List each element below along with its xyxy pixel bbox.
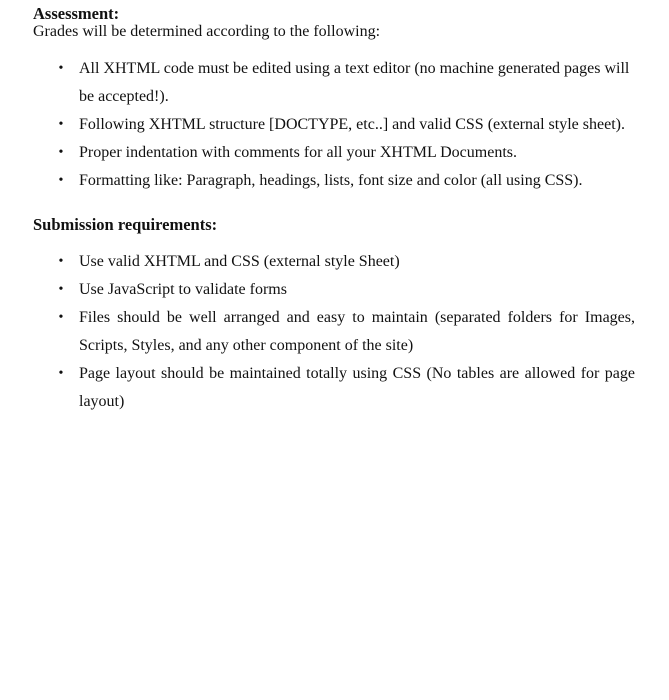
assessment-item [0, 111, 669, 139]
submission-item-text: Page layout should be maintained totally using CSS (No tables are allowed for page layout) [79, 365, 635, 410]
submission-item [0, 304, 669, 360]
submission-item [0, 276, 669, 304]
submission-item-text: Use JavaScript to validate forms [79, 281, 287, 298]
assessment-list [0, 55, 669, 195]
submission-item [0, 360, 669, 416]
bullet-icon: • [58, 366, 64, 381]
assessment-item [0, 167, 669, 195]
assessment-item [0, 55, 669, 111]
bullet-icon: • [58, 173, 64, 188]
bullet-icon: • [58, 61, 64, 76]
bullet-icon: • [58, 282, 64, 297]
bullet-icon: • [58, 254, 64, 269]
assessment-intro: Grades will be determined according to the following: [33, 23, 381, 40]
assessment-heading: Assessment: [33, 4, 120, 23]
bullet-icon: • [58, 310, 64, 325]
assessment-item-text: Proper indentation with comments for all your XHTML Documents. [79, 144, 517, 161]
submission-item [0, 248, 669, 276]
assessment-item-text: Following XHTML structure [DOCTYPE, etc..] and valid CSS (external style sheet). [79, 116, 625, 133]
bullet-icon: • [58, 145, 64, 160]
submission-item-text: Use valid XHTML and CSS (external style Sheet) [79, 253, 400, 270]
assessment-item-text: All XHTML code must be edited using a text editor (no machine generated pages will be accepted!). [79, 60, 630, 105]
submission-list [0, 248, 669, 416]
assessment-item [0, 139, 669, 167]
assessment-item-text: Formatting like: Paragraph, headings, lists, font size and color (all using CSS). [79, 172, 583, 189]
submission-item-text: Files should be well arranged and easy to maintain (separated folders for Images, Scripts, Styles, and any other component of the site) [79, 309, 635, 354]
submission-heading: Submission requirements: [33, 215, 218, 234]
bullet-icon: • [58, 117, 64, 132]
